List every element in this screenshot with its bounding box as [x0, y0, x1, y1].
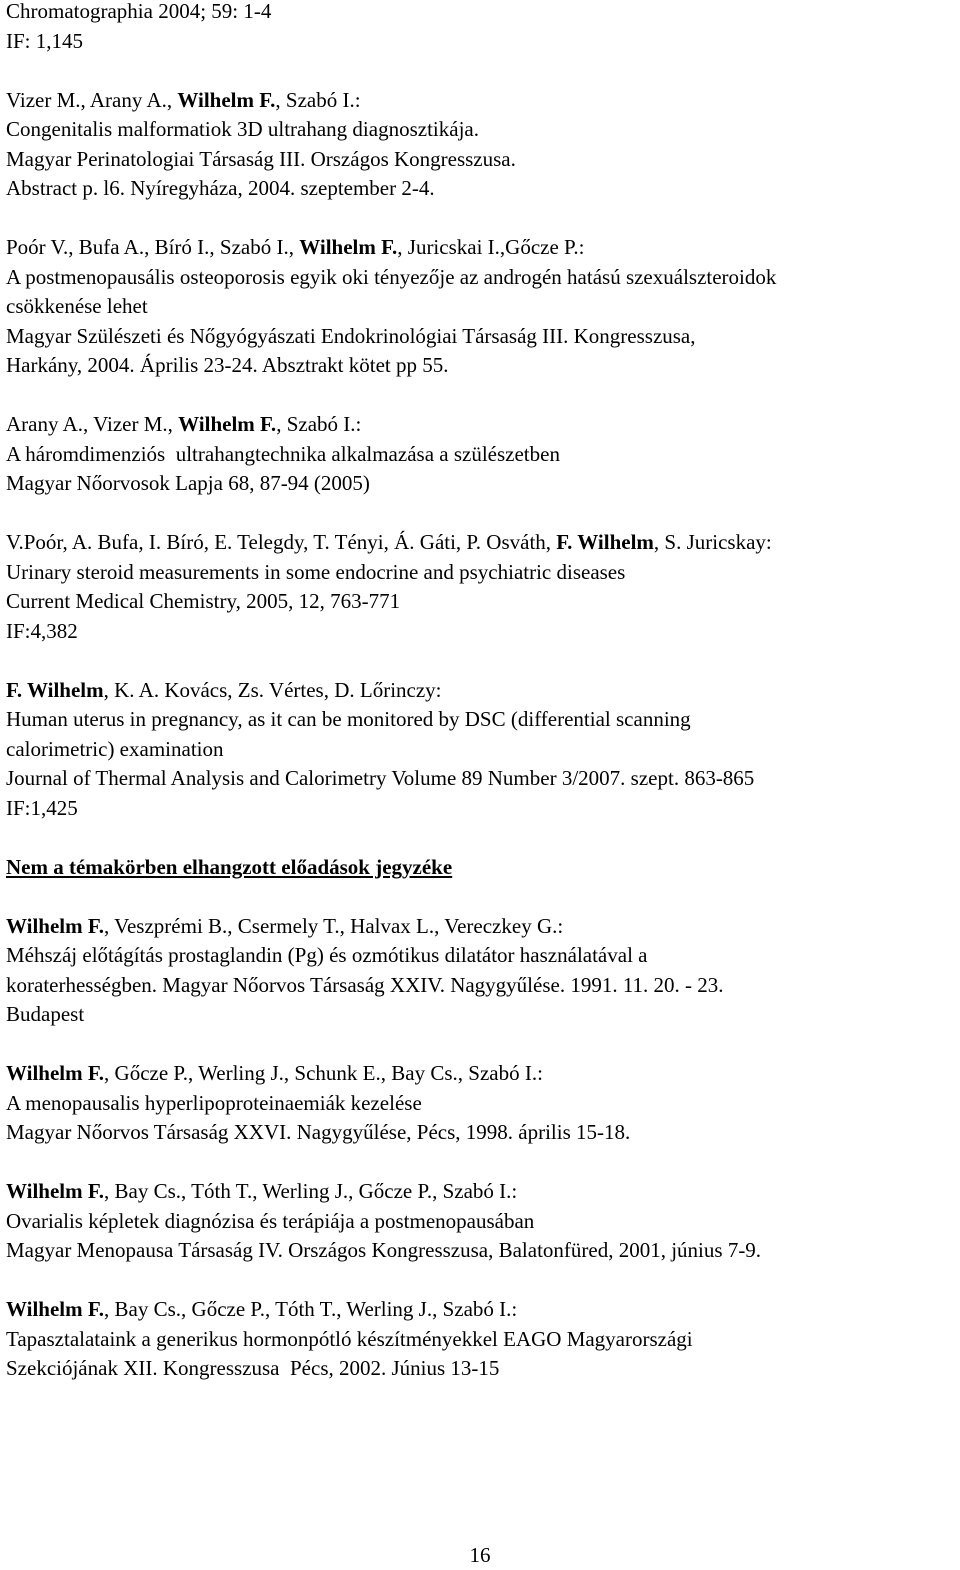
- lecture-entry: [6, 1177, 954, 1266]
- entry-line: calorimetric) examination: [6, 736, 224, 761]
- entry-line: A menopausalis hyperlipoproteinaemiák kezelése: [6, 1090, 422, 1115]
- entry-line: Budapest: [6, 1002, 85, 1026]
- entry-line: csökkenése lehet: [6, 294, 148, 318]
- entry-line: IF:1,425: [6, 795, 78, 820]
- lecture-entry: [6, 912, 954, 1030]
- entry-authors: [6, 1059, 954, 1089]
- spacer: [6, 381, 954, 411]
- entry-line: Current Medical Chemistry, 2005, 12, 763-771: [6, 589, 401, 613]
- highlighted-author: F. Wilhelm: [6, 677, 104, 702]
- entry-line: koraterhességben. Magyar Nőorvos Társaság XXIV. Nagygyűlése. 1991. 11. 20. - 23.: [6, 972, 724, 997]
- authors-after: , S. Juricskay:: [653, 530, 772, 554]
- spacer: [6, 1266, 954, 1296]
- entry-authors: [6, 86, 954, 116]
- spacer: [6, 882, 954, 912]
- highlighted-author: Wilhelm F.: [6, 913, 105, 938]
- section-heading: Nem a témakörben elhangzott előadások jegyzéke: [6, 854, 453, 879]
- authors-after: , Gőcze P., Werling J., Schunk E., Bay Cs., Szabó I.:: [104, 1061, 543, 1085]
- highlighted-author: F. Wilhelm: [556, 530, 654, 554]
- entry-line: Magyar Perinatologiai Társaság III. Országos Kongresszusa.: [6, 146, 516, 171]
- entry-line: Szekciójának XII. Kongresszusa Pécs, 2002. Június 13-15: [6, 1356, 500, 1380]
- entry-line: Abstract p. l6. Nyíregyháza, 2004. szeptember 2-4.: [6, 176, 435, 200]
- impact-factor: IF: 1,145: [6, 28, 84, 53]
- entry-line: IF:4,382: [6, 618, 78, 643]
- entry-line: Tapasztalataink a generikus hormonpótló készítményekkel EAGO Magyarországi: [6, 1326, 693, 1351]
- entry-authors: [6, 410, 954, 440]
- spacer: [6, 646, 954, 676]
- journal-citation: Chromatographia 2004; 59: 1-4: [6, 0, 272, 23]
- entry-line: Magyar Menopausa Társaság IV. Országos Kongresszusa, Balatonfüred, 2001, június 7-9.: [6, 1238, 762, 1262]
- authors-after: , Veszprémi B., Csermely T., Halvax L., Vereczkey G.:: [104, 913, 564, 938]
- publication-entry: [6, 233, 954, 381]
- entry-line: Magyar Nőorvosok Lapja 68, 87-94 (2005): [6, 471, 370, 495]
- entry-line: Journal of Thermal Analysis and Calorimetry Volume 89 Number 3/2007. szept. 863-865: [6, 766, 755, 790]
- document-page: [6, 0, 954, 1384]
- publication-entry: [6, 676, 954, 824]
- spacer: [6, 204, 954, 234]
- entry-authors: [6, 528, 954, 558]
- spacer: [6, 1030, 954, 1060]
- authors-after: , Bay Cs., Gőcze P., Tóth T., Werling J., Szabó I.:: [104, 1297, 518, 1321]
- entry-line: Harkány, 2004. Április 23-24. Absztrakt kötet pp 55.: [6, 353, 449, 377]
- entry-authors: [6, 1295, 954, 1325]
- spacer: [6, 823, 954, 853]
- authors-before: V.Poór, A. Bufa, I. Bíró, E. Telegdy, T. Tényi, Á. Gáti, P. Osváth,: [6, 530, 557, 554]
- entry-authors: [6, 1177, 954, 1207]
- authors-after: , Juricskai I.,Gőcze P.:: [397, 235, 585, 259]
- lecture-entry: [6, 1059, 954, 1148]
- entry-line: Magyar Nőorvos Társaság XXVI. Nagygyűlése, Pécs, 1998. április 15-18.: [6, 1120, 631, 1144]
- publication-entry: [6, 86, 954, 204]
- entry-line: Human uterus in pregnancy, as it can be monitored by DSC (differential scanning: [6, 707, 691, 731]
- authors-before: Vizer M., Arany A.,: [6, 87, 178, 112]
- page-number: 16: [469, 1543, 491, 1567]
- highlighted-author: Wilhelm F.: [177, 87, 276, 112]
- entry-authors: [6, 233, 954, 263]
- entry-line: Magyar Szülészeti és Nőgyógyászati Endokrinológiai Társaság III. Kongresszusa,: [6, 323, 696, 348]
- spacer: [6, 499, 954, 529]
- entry-line: Méhszáj előtágítás prostaglandin (Pg) és ozmótikus dilatátor használatával a: [6, 943, 648, 967]
- spacer: [6, 1148, 954, 1178]
- highlighted-author: Wilhelm F.: [178, 412, 277, 436]
- entry-line: Congenitalis malformatiok 3D ultrahang diagnosztikája.: [6, 117, 479, 141]
- authors-after: , Bay Cs., Tóth T., Werling J., Gőcze P., Szabó I.:: [104, 1179, 518, 1203]
- spacer: [6, 56, 954, 86]
- entry-line: A háromdimenziós ultrahangtechnika alkalmazása a szülészetben: [6, 441, 560, 466]
- highlighted-author: Wilhelm F.: [6, 1297, 105, 1321]
- publication-entry: [6, 528, 954, 646]
- highlighted-author: Wilhelm F.: [6, 1061, 105, 1085]
- highlighted-author: Wilhelm F.: [299, 235, 398, 259]
- entry-authors: [6, 912, 954, 942]
- entry-line: Ovarialis képletek diagnózisa és terápiája a postmenopausában: [6, 1208, 535, 1233]
- highlighted-author: Wilhelm F.: [6, 1179, 105, 1203]
- authors-after: , Szabó I.:: [275, 87, 361, 112]
- authors-before: Poór V., Bufa A., Bíró I., Szabó I.,: [6, 235, 300, 259]
- entry-authors: [6, 676, 954, 706]
- entry-line: Urinary steroid measurements in some endocrine and psychiatric diseases: [6, 559, 626, 584]
- authors-after: , K. A. Kovács, Zs. Vértes, D. Lőrinczy:: [103, 677, 442, 702]
- publication-entry: [6, 410, 954, 499]
- entry-line: A postmenopausális osteoporosis egyik oki tényezője az androgén hatású szexuálszteroidok: [6, 264, 777, 289]
- authors-before: Arany A., Vizer M.,: [6, 412, 179, 436]
- authors-after: , Szabó I.:: [276, 412, 362, 436]
- lecture-entry: [6, 1295, 954, 1384]
